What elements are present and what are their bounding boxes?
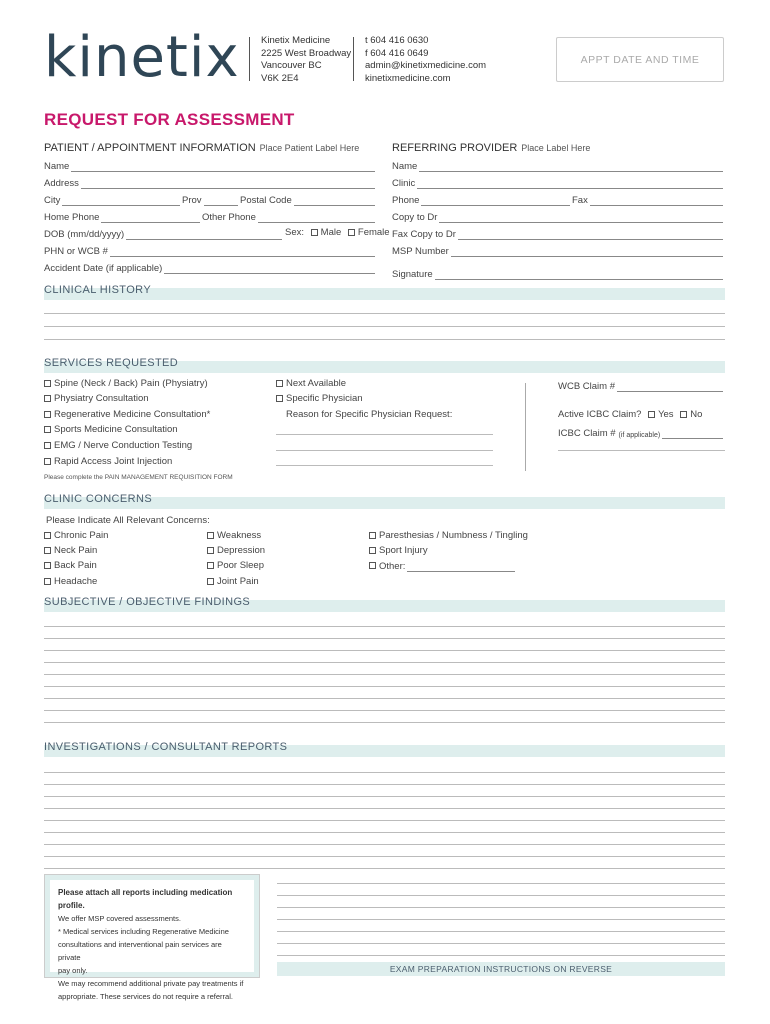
fax-text: f 604 416 0649: [365, 47, 429, 59]
label: City: [44, 195, 61, 206]
page-title: REQUEST FOR ASSESSMENT: [44, 110, 295, 129]
writing-line[interactable]: [44, 638, 725, 639]
service-option[interactable]: Sports Medicine Consultation: [44, 424, 178, 435]
patient-heading: [44, 142, 359, 154]
wcb-claim-field[interactable]: [558, 378, 725, 392]
writing-line[interactable]: [44, 662, 725, 663]
label: Other:: [379, 561, 406, 572]
provider-fax-copy-field[interactable]: [392, 226, 725, 240]
reason-label: Reason for Specific Physician Request:: [286, 409, 453, 420]
reason-line[interactable]: [276, 465, 493, 466]
sex-options: [285, 227, 390, 238]
concern-option[interactable]: Back Pain: [44, 560, 97, 571]
writing-line[interactable]: [44, 722, 725, 723]
services-divider: [525, 383, 526, 471]
label: WCB Claim #: [558, 381, 616, 392]
phone-text: t 604 416 0630: [365, 35, 429, 46]
info-note-box: [44, 874, 260, 1001]
writing-line[interactable]: [44, 844, 725, 845]
provider-phone-field[interactable]: [392, 192, 572, 206]
label: Home Phone: [44, 212, 100, 223]
label: Signature: [392, 269, 433, 280]
label: Prov: [182, 195, 202, 206]
label: MSP Number: [392, 246, 449, 257]
writing-line[interactable]: [277, 883, 725, 884]
website-link[interactable]: kinetixmedicine.com: [365, 72, 451, 84]
writing-line[interactable]: [277, 919, 725, 920]
divider: [353, 37, 354, 81]
reason-line[interactable]: [276, 450, 493, 451]
next-available-option[interactable]: Next Available: [276, 378, 346, 389]
provider-fax-field[interactable]: [572, 192, 725, 206]
writing-line[interactable]: [44, 856, 725, 857]
other-concern-field[interactable]: [369, 558, 517, 572]
concern-option[interactable]: Sport Injury: [369, 545, 428, 556]
section-heading: SUBJECTIVE / OBJECTIVE FINDINGS: [44, 596, 251, 608]
patient-address-field[interactable]: [44, 175, 377, 189]
writing-line[interactable]: [277, 943, 725, 944]
icbc-no-checkbox[interactable]: [680, 411, 687, 418]
icbc-active: [558, 409, 702, 420]
appt-date-time-box[interactable]: APPT DATE AND TIME: [556, 37, 724, 82]
label: Accident Date (if applicable): [44, 263, 163, 274]
male-label: Male: [320, 227, 342, 238]
provider-msp-field[interactable]: [392, 243, 725, 257]
specific-physician-option[interactable]: Specific Physician: [276, 393, 363, 404]
writing-line[interactable]: [44, 626, 725, 627]
concern-option[interactable]: Weakness: [207, 530, 261, 541]
writing-line[interactable]: [44, 796, 725, 797]
writing-line[interactable]: [44, 650, 725, 651]
note-line: We may recommend additional private pay treatments if: [58, 979, 244, 988]
concern-option[interactable]: Chronic Pain: [44, 530, 108, 541]
label: DOB (mm/dd/yyyy): [44, 229, 125, 240]
section-heading: CLINIC CONCERNS: [44, 493, 153, 505]
sex-label: Sex:: [285, 227, 305, 238]
label: Copy to Dr: [392, 212, 438, 223]
yes-label: Yes: [658, 409, 674, 420]
concern-option[interactable]: Poor Sleep: [207, 560, 264, 571]
writing-line[interactable]: [44, 832, 725, 833]
concerns-band: [44, 493, 725, 509]
icbc-yes-checkbox[interactable]: [648, 411, 655, 418]
label: Fax Copy to Dr: [392, 229, 456, 240]
concern-option[interactable]: Headache: [44, 576, 97, 587]
address-line: V6K 2E4: [261, 72, 299, 84]
writing-line[interactable]: [277, 907, 725, 908]
writing-line[interactable]: [44, 808, 725, 809]
writing-line[interactable]: [44, 313, 725, 314]
writing-line[interactable]: [44, 339, 725, 340]
writing-line[interactable]: [277, 931, 725, 932]
clinic-address: [261, 35, 351, 85]
patient-dob-field[interactable]: [44, 226, 284, 240]
divider: [249, 37, 250, 81]
service-option[interactable]: Spine (Neck / Back) Pain (Physiatry): [44, 378, 208, 389]
provider-clinic-field[interactable]: [392, 175, 725, 189]
patient-label-hint: Place Patient Label Here: [259, 143, 360, 153]
label: Address: [44, 178, 79, 189]
investigations-band: [44, 741, 725, 757]
patient-other-phone-field[interactable]: [202, 209, 377, 223]
info-note-content: [50, 880, 254, 1001]
concern-option[interactable]: Paresthesias / Numbness / Tingling: [369, 530, 528, 541]
patient-accident-field[interactable]: [44, 260, 377, 274]
provider-name-field[interactable]: [392, 158, 725, 172]
label: Clinic: [392, 178, 416, 189]
patient-phn-field[interactable]: [44, 243, 377, 257]
writing-line[interactable]: [44, 868, 725, 869]
label: Name: [392, 161, 418, 172]
concerns-intro: Please Indicate All Relevant Concerns:: [46, 515, 210, 526]
note-line: We offer MSP covered assessments.: [58, 914, 181, 923]
exam-instructions-band: EXAM PREPARATION INSTRUCTIONS ON REVERSE: [277, 962, 725, 976]
provider-copy-to-field[interactable]: [392, 209, 725, 223]
label: ICBC Claim #: [558, 428, 616, 439]
writing-line[interactable]: [44, 686, 725, 687]
provider-heading: [392, 142, 590, 154]
label: (if applicable): [618, 432, 661, 439]
label: Name: [44, 161, 70, 172]
provider-heading-text: REFERRING PROVIDER: [392, 142, 518, 154]
writing-line[interactable]: [44, 674, 725, 675]
pain-management-note: Please complete the PAIN MANAGEMENT REQUISITION FORM: [44, 474, 233, 481]
writing-line[interactable]: [44, 326, 725, 327]
writing-line[interactable]: [277, 895, 725, 896]
address-line: 2225 West Broadway: [261, 47, 352, 59]
writing-line[interactable]: [44, 772, 725, 773]
label: Postal Code: [240, 195, 292, 206]
note-line: pay only.: [58, 966, 88, 975]
patient-postal-field[interactable]: [240, 192, 377, 206]
service-option[interactable]: EMG / Nerve Conduction Testing: [44, 440, 192, 451]
service-option[interactable]: Physiatry Consultation: [44, 393, 149, 404]
female-label: Female: [357, 227, 390, 238]
address-line: Kinetix Medicine: [261, 35, 331, 46]
clinic-contact: [365, 35, 486, 85]
label: Phone: [392, 195, 420, 206]
note-line: appropriate. These services do not require a referral.: [58, 992, 233, 1001]
email-link[interactable]: admin@kinetixmedicine.com: [365, 60, 487, 71]
findings-band: [44, 596, 725, 612]
note-line: * Medical services including Regenerative Medicine: [58, 927, 229, 936]
no-label: No: [690, 409, 703, 420]
section-heading: SERVICES REQUESTED: [44, 357, 179, 369]
section-heading: INVESTIGATIONS / CONSULTANT REPORTS: [44, 741, 288, 753]
reason-line[interactable]: [276, 434, 493, 435]
provider-label-hint: Place Label Here: [521, 143, 591, 153]
clinical-history-band: [44, 284, 725, 300]
concern-option[interactable]: Depression: [207, 545, 265, 556]
male-checkbox[interactable]: [311, 229, 318, 236]
label: Fax: [572, 195, 588, 206]
patient-prov-field[interactable]: [182, 192, 240, 206]
patient-home-phone-field[interactable]: [44, 209, 202, 223]
address-line: Vancouver BC: [261, 60, 322, 71]
section-heading: CLINICAL HISTORY: [44, 284, 152, 296]
writing-line[interactable]: [44, 784, 725, 785]
writing-line[interactable]: [44, 820, 725, 821]
female-checkbox[interactable]: [348, 229, 355, 236]
service-option[interactable]: Rapid Access Joint Injection: [44, 456, 172, 467]
writing-line[interactable]: [277, 955, 725, 956]
provider-signature-field[interactable]: [392, 266, 725, 280]
icbc-line[interactable]: [558, 450, 725, 451]
services-band: [44, 357, 725, 373]
note-line: consultations and interventional pain services are private: [58, 940, 222, 962]
icbc-question: Active ICBC Claim?: [558, 409, 642, 420]
concern-option[interactable]: Joint Pain: [207, 576, 259, 587]
concern-option[interactable]: Neck Pain: [44, 545, 97, 556]
kinetix-logo: kinetix: [44, 25, 240, 90]
patient-heading-text: PATIENT / APPOINTMENT INFORMATION: [44, 142, 256, 154]
writing-line[interactable]: [44, 698, 725, 699]
label: PHN or WCB #: [44, 246, 108, 257]
patient-city-field[interactable]: [44, 192, 182, 206]
note-bold: Please attach all reports including medication profile.: [58, 888, 233, 910]
writing-line[interactable]: [44, 710, 725, 711]
label: Other Phone: [202, 212, 256, 223]
service-option[interactable]: Regenerative Medicine Consultation*: [44, 409, 210, 420]
icbc-claim-field[interactable]: [558, 425, 725, 439]
patient-name-field[interactable]: [44, 158, 377, 172]
